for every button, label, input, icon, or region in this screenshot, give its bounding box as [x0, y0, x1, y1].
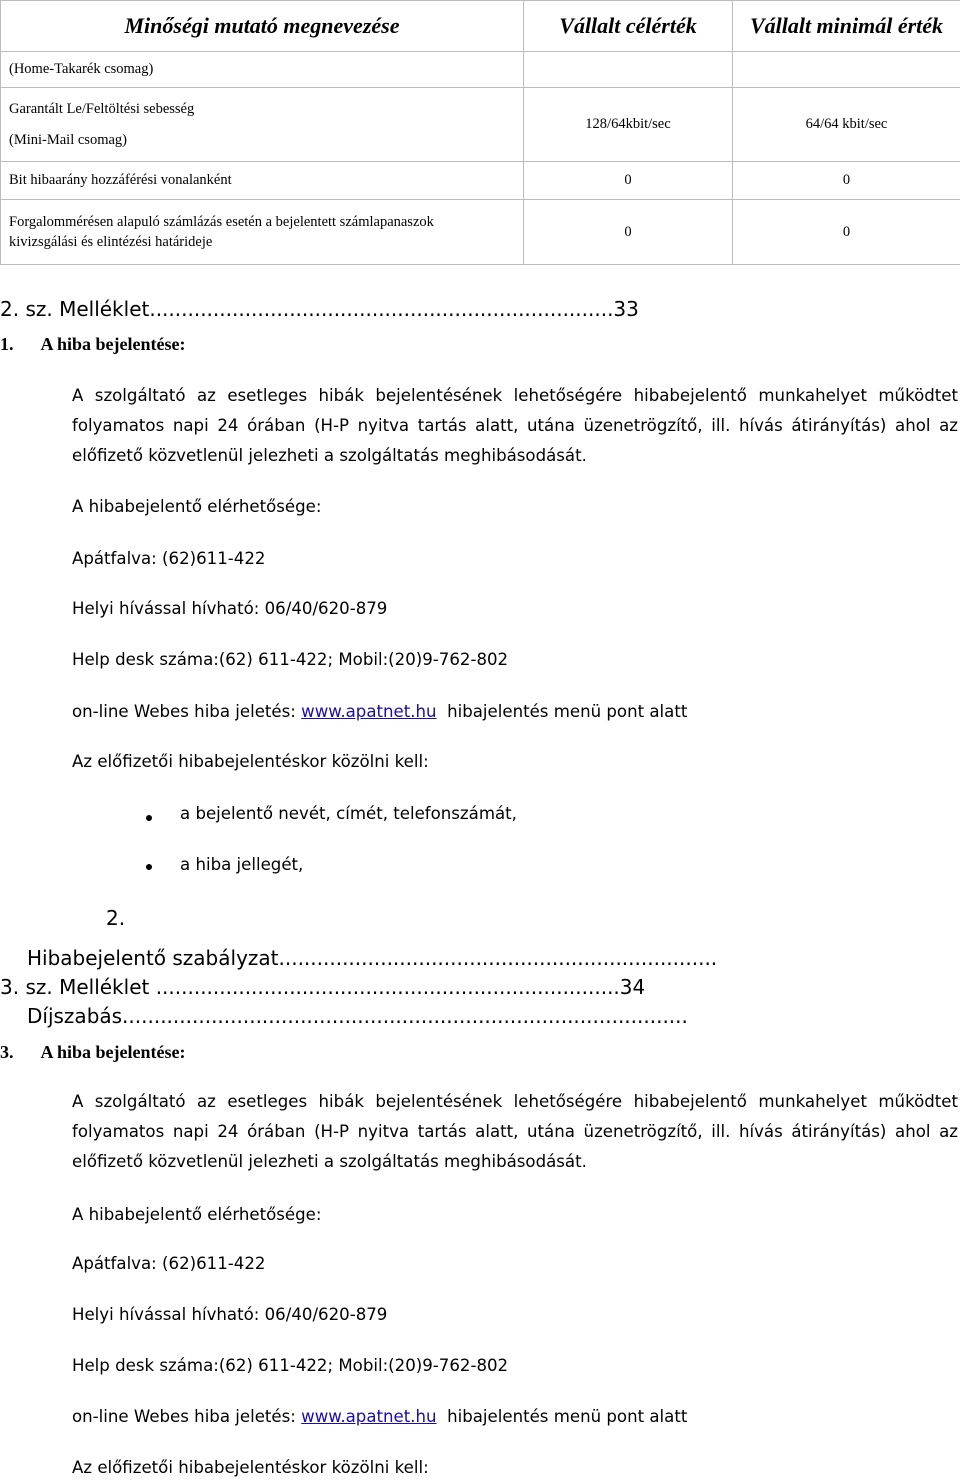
- section1-online-suffix: hibajelentés menü pont alatt: [436, 702, 688, 721]
- cell-min-bit-error: 0: [733, 162, 960, 200]
- section1-contact-local-call: Helyi hívással hívható: 06/40/620-879: [72, 599, 388, 618]
- quality-indicator-table: [0, 0, 960, 265]
- section3-paragraph: A szolgáltató az esetleges hibák bejelentésének lehetőségére hibabejelentő munkahelyet működtet folyamatos napi 24 órában (H-P nyitva tartás alatt, utána üzenetrögzítő, ill. hívás átirányítás) ahol az előfizető közvetlenül jelezheti a szolgáltatás meghibásodását.: [72, 1092, 958, 1171]
- table-row: [1, 200, 960, 265]
- section1-online-prefix: on-line Webes hiba jeletés:: [72, 702, 302, 721]
- section1-contact-helpdesk: Help desk száma:(62) 611-422; Mobil:(20)9-762-802: [72, 650, 509, 669]
- row-label-billing-line2: kivizsgálási és elintézési határideje: [9, 234, 213, 250]
- section1-heading: [0, 334, 185, 355]
- toc-line-appendix-2: 2. sz. Melléklet.........................................................................33: [0, 297, 639, 321]
- bullet-icon: [146, 864, 152, 870]
- bullet-icon: [146, 815, 152, 821]
- section3-heading: [0, 1042, 185, 1063]
- section3-contact-apatfalva: Apátfalva: (62)611-422: [72, 1254, 266, 1273]
- header-target-value: Vállalt célérték: [524, 1, 733, 52]
- header-minimum-value: Vállalt minimál érték: [733, 1, 960, 52]
- toc-line-rules: Hibabejelentő szabályzat.....................................................................: [27, 946, 718, 970]
- section1-heading-text: A hiba bejelentése:: [40, 334, 186, 354]
- section3-online-report: [72, 1407, 687, 1426]
- cell-target-speed: 128/64kbit/sec: [524, 88, 733, 162]
- section1-heading-number: 1.: [0, 334, 14, 354]
- section1-contact-apatfalva: Apátfalva: (62)611-422: [72, 549, 266, 568]
- table-row: [1, 88, 960, 162]
- table-row: [1, 162, 960, 200]
- section3-contact-local-call: Helyi hívással hívható: 06/40/620-879: [72, 1305, 388, 1324]
- section1-paragraph: A szolgáltató az esetleges hibák bejelentésének lehetőségére hibabejelentő munkahelyet működtet folyamatos napi 24 órában (H-P nyitva tartás alatt, utána üzenetrögzítő, ill. hívás átirányítás) ahol az előfizető közvetlenül jelezheti a szolgáltatás meghibásodását.: [72, 386, 958, 465]
- row-label-home-takarek: (Home-Takarék csomag): [1, 52, 524, 88]
- section3-report-title: Az előfizetői hibabejelentéskor közölni kell:: [72, 1458, 429, 1477]
- toc-line-fees: Díjszabás.........................................................................................: [27, 1004, 688, 1028]
- section3-online-prefix: on-line Webes hiba jeletés:: [72, 1407, 302, 1426]
- section1-bullet-item: a hiba jellegét,: [180, 855, 304, 874]
- section3-heading-text: A hiba bejelentése:: [40, 1042, 186, 1062]
- cell-min-speed: 64/64 kbit/sec: [733, 88, 960, 162]
- section1-online-report: [72, 702, 687, 721]
- header-indicator-name: Minőségi mutató megnevezése: [1, 1, 524, 52]
- row-label-speed-line2: (Mini-Mail csomag): [9, 131, 127, 148]
- table-row: [1, 52, 960, 88]
- section3-apatnet-link[interactable]: www.apatnet.hu: [301, 1407, 437, 1426]
- toc-number-2: 2.: [106, 906, 126, 930]
- row-label-bit-error: Bit hibaarány hozzáférési vonalanként: [1, 162, 524, 200]
- cell-min-billing: 0: [733, 200, 960, 265]
- row-label-speed: [1, 88, 524, 162]
- row-label-billing: [1, 200, 524, 265]
- toc-line-appendix-3: 3. sz. Melléklet .........................................................................34: [0, 975, 646, 999]
- section3-contact-helpdesk: Help desk száma:(62) 611-422; Mobil:(20)9-762-802: [72, 1356, 509, 1375]
- section3-heading-number: 3.: [0, 1042, 14, 1062]
- row-label-speed-line1: Garantált Le/Feltöltési sebesség: [9, 100, 195, 117]
- row-label-billing-line1: Forgalommérésen alapuló számlázás esetén a bejelentett számlapanaszok: [9, 214, 434, 230]
- section1-report-title: Az előfizetői hibabejelentéskor közölni kell:: [72, 752, 429, 771]
- cell-target-bit-error: 0: [524, 162, 733, 200]
- section1-contact-title: A hibabejelentő elérhetősége:: [72, 497, 322, 516]
- section1-apatnet-link[interactable]: www.apatnet.hu: [301, 702, 437, 721]
- section3-contact-title: A hibabejelentő elérhetősége:: [72, 1205, 322, 1224]
- section3-online-suffix: hibajelentés menü pont alatt: [436, 1407, 688, 1426]
- section1-bullet-item: a bejelentő nevét, címét, telefonszámát,: [180, 804, 517, 823]
- cell-target-billing: 0: [524, 200, 733, 265]
- table-header-row: [1, 1, 960, 52]
